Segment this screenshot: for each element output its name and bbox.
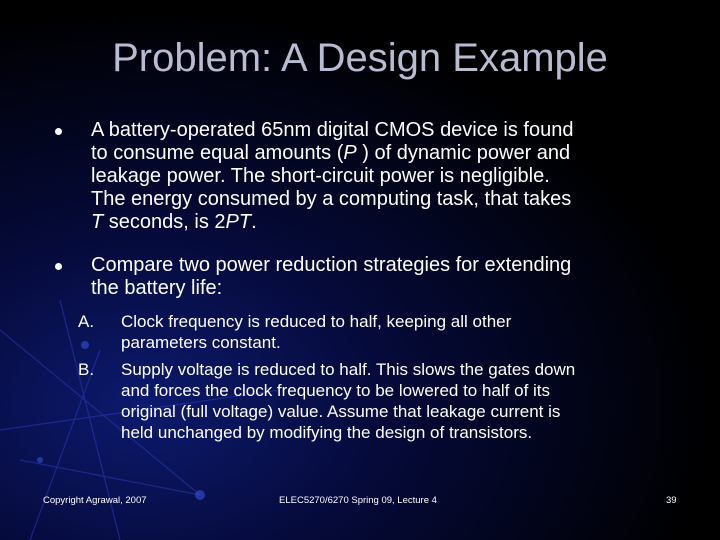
- footer-page-number: 39: [666, 495, 677, 506]
- subitem-b-letter: B.: [78, 360, 95, 379]
- subitem-a: [121, 311, 681, 353]
- bullet-2-line-2: the battery life:: [91, 277, 223, 299]
- subitem-b: [121, 359, 681, 443]
- bullet-1-line-2: to consume equal amounts (P ) of dynamic power and: [91, 142, 571, 164]
- subitem-a-letter: A.: [78, 312, 95, 331]
- bullet-1-line-3: leakage power. The short-circuit power is negligible.: [91, 165, 550, 187]
- footer-course: ELEC5270/6270 Spring 09, Lecture 4: [279, 495, 437, 506]
- bullet-dot: [55, 128, 62, 135]
- subitem-b-line-4: held unchanged by modifying the design of transistors.: [121, 423, 533, 442]
- bullet-dot: [55, 263, 62, 270]
- footer-copyright: Copyright Agrawal, 2007: [43, 495, 147, 506]
- decor-node: [37, 457, 43, 463]
- decor-node: [81, 341, 89, 349]
- bullet-1-line-4: The energy consumed by a computing task, that takes: [91, 188, 572, 210]
- bullet-1-line-1: A battery-operated 65nm digital CMOS device is found: [91, 119, 574, 141]
- decor-node: [195, 490, 205, 500]
- bullet-2-line-1: Compare two power reduction strategies for extending: [91, 254, 572, 276]
- slide-title: Problem: A Design Example: [112, 36, 608, 80]
- bullet-1: [91, 119, 681, 234]
- subitem-a-line-2: parameters constant.: [121, 333, 281, 352]
- subitem-a-line-1: Clock frequency is reduced to half, keeping all other: [121, 312, 512, 331]
- subitem-b-line-1: Supply voltage is reduced to half. This slows the gates down: [121, 360, 576, 379]
- bullet-1-line-5: T seconds, is 2PT.: [91, 211, 257, 233]
- bullet-2: [91, 254, 681, 300]
- subitem-b-line-2: and forces the clock frequency to be lowered to half of its: [121, 381, 551, 400]
- subitem-b-line-3: original (full voltage) value. Assume that leakage current is: [121, 402, 561, 421]
